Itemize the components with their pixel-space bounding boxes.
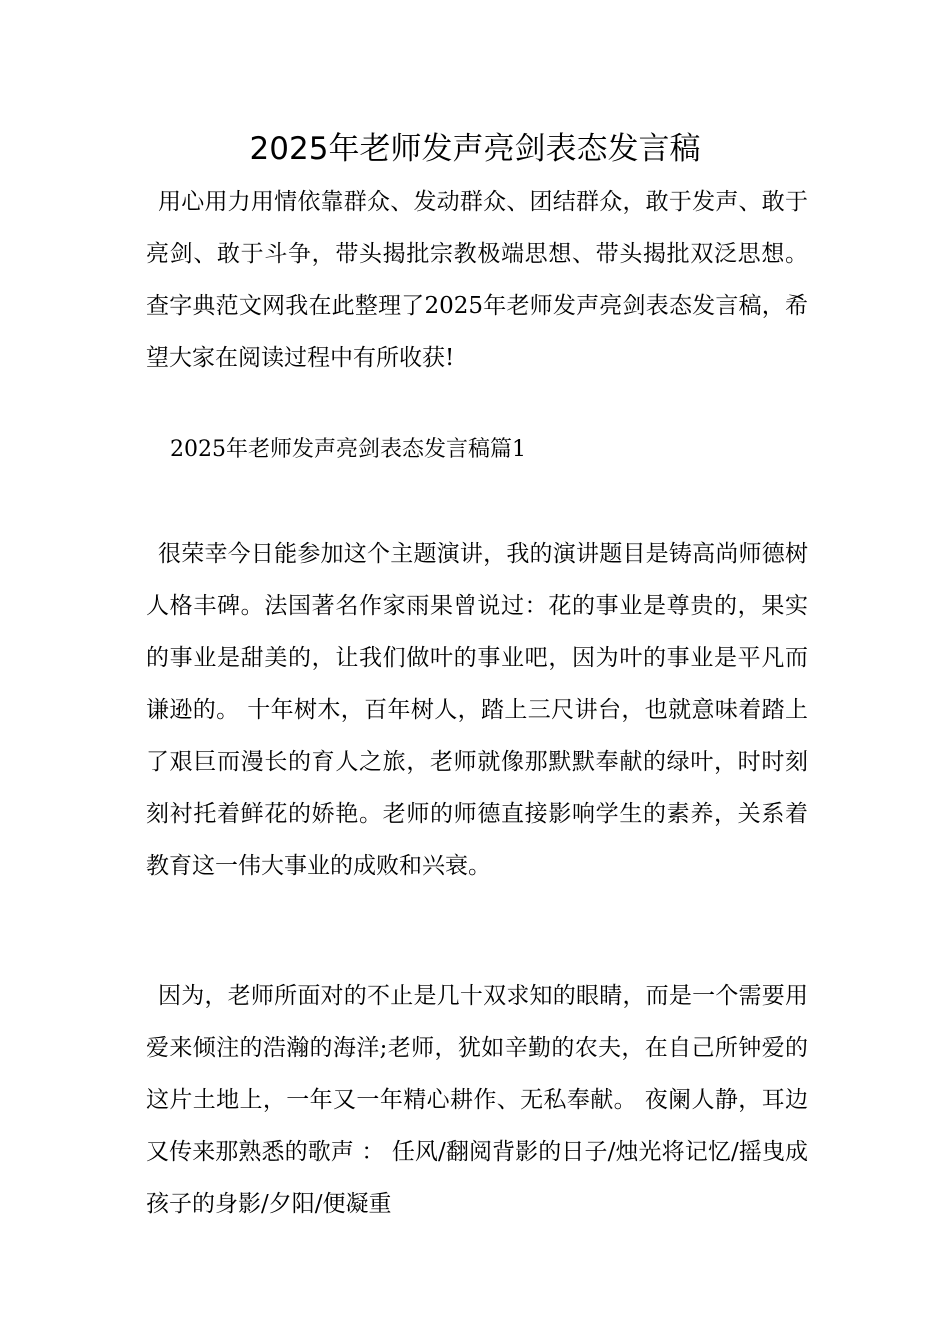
intro-paragraph: 用心用力用情依靠群众、发动群众、团结群众，敢于发声、敢于亮剑、敢于斗争，带头揭批宗教极端思想、带头揭批双泛思想。查字典范文网我在此整理了2025年老师发声亮剑表态发言稿，希望大家在阅读过程中有所收获! bbox=[146, 189, 808, 371]
body-paragraph-2: 因为，老师所面对的不止是几十双求知的眼睛，而是一个需要用爱来倾注的浩瀚的海洋;老师，犹如辛勤的农夫，在自己所钟爱的这片土地上，一年又一年精心耕作、无私奉献。 夜阑人静，耳边又传来那熟悉的歌声 ： 任风/翻阅背影的日子/烛光将记忆/摇曳成孩子的身影/夕阳/便凝重 bbox=[146, 983, 808, 1217]
section-heading: 2025年老师发声亮剑表态发言稿篇1 bbox=[170, 437, 526, 462]
document-title: 2025年老师发声亮剑表态发言稿 bbox=[249, 131, 701, 167]
body-paragraph-1: 很荣幸今日能参加这个主题演讲，我的演讲题目是铸高尚师德树人格丰碑。法国著名作家雨果曾说过：花的事业是尊贵的，果实的事业是甜美的，让我们做叶的事业吧，因为叶的事业是平凡而谦逊的。 十年树木，百年树人，踏上三尺讲台，也就意味着踏上了艰巨而漫长的育人之旅，老师就像那默默奉献的绿叶，时时刻刻衬托着鲜花的娇艳。老师的师德直接影响学生的素养，关系着教育这一伟大事业的成败和兴衰。 bbox=[146, 541, 808, 879]
